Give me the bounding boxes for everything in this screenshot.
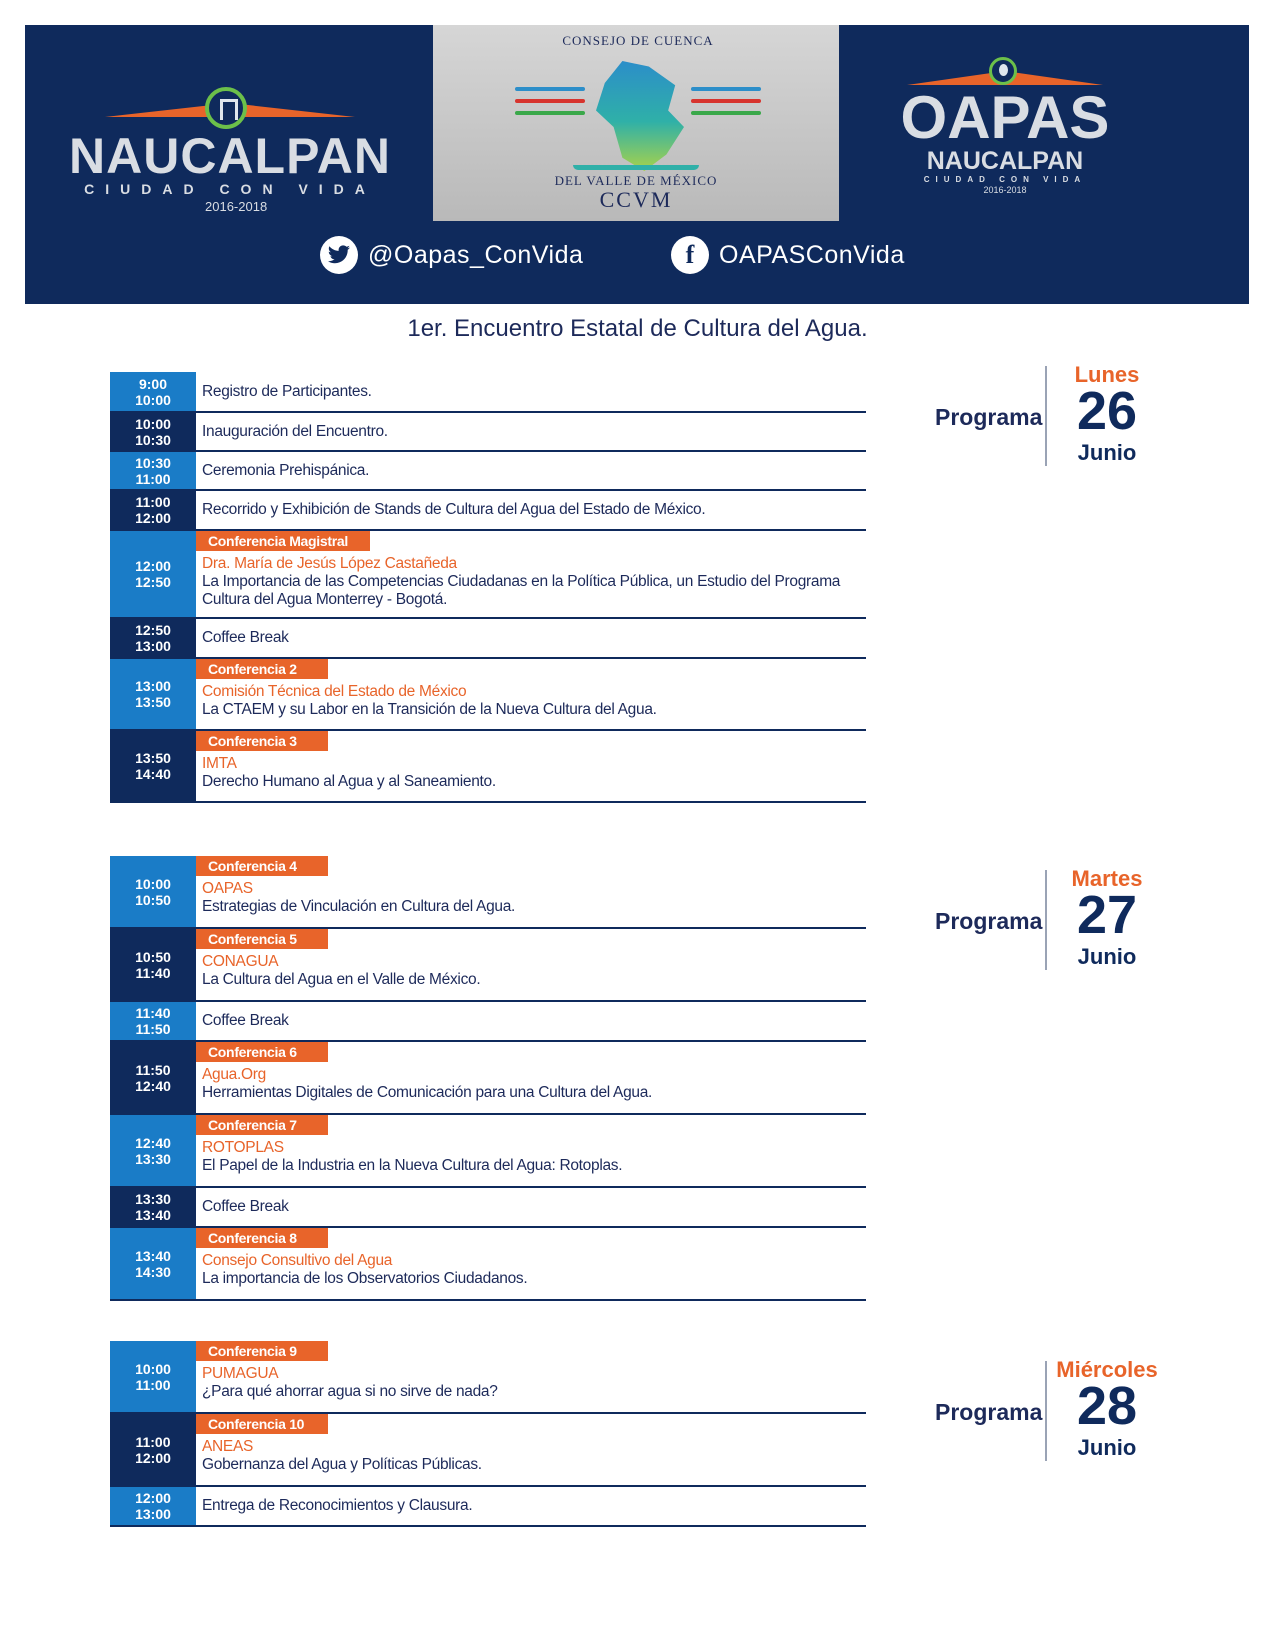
speaker-name: Comisión Técnica del Estado de México	[202, 683, 467, 700]
session-text: Coffee Break	[202, 1198, 289, 1215]
time-slot: 12:00 12:50	[110, 531, 196, 617]
speaker-name: Dra. María de Jesús López Castañeda	[202, 555, 457, 572]
session-text: Estrategias de Vinculación en Cultura del Agua.	[202, 898, 516, 915]
month-label: Junio	[1077, 1435, 1137, 1460]
schedule-row	[110, 1188, 866, 1228]
day-label-wednesday	[935, 1357, 1165, 1461]
day-label-tuesday	[935, 866, 1165, 970]
session-text: La CTAEM y su Labor en la Transición de la Nueva Cultura del Agua.	[202, 701, 657, 718]
session-description	[196, 491, 866, 529]
session-description	[196, 1002, 866, 1040]
session-description	[196, 1228, 866, 1299]
session-description	[196, 1487, 866, 1525]
session-text: Derecho Humano al Agua y al Saneamiento.	[202, 773, 496, 790]
naucalpan-logo-tagline: CIUDAD CON VIDA	[84, 181, 376, 197]
header-banner	[25, 25, 1249, 304]
session-text: Inauguración del Encuentro.	[202, 422, 388, 440]
oapas-logo-years: 2016-2018	[983, 185, 1027, 195]
session-description	[196, 1414, 866, 1485]
schedule-row	[110, 856, 866, 929]
speaker-name: IMTA	[202, 755, 237, 772]
time-slot: 13:40 14:30	[110, 1228, 196, 1299]
schedule-row	[110, 1002, 866, 1042]
basin-curve	[573, 165, 699, 170]
naucalpan-logo-years: 2016-2018	[205, 199, 268, 214]
month-label: Junio	[1077, 944, 1137, 969]
time-slot: 11:50 12:40	[110, 1042, 196, 1113]
time-slot: 9:00 10:00	[110, 372, 196, 411]
day-schedule-monday	[110, 372, 866, 803]
session-description	[196, 413, 866, 450]
facebook-handle: OAPASConVida	[719, 240, 905, 269]
schedule-row	[110, 1228, 866, 1301]
day-number: 28	[1076, 1376, 1138, 1436]
time-slot: 10:00 10:50	[110, 856, 196, 927]
time-slot: 13:50 14:40	[110, 731, 196, 801]
session-text: Recorrido y Exhibición de Stands de Cultura del Agua del Estado de México.	[202, 501, 706, 518]
schedule-row	[110, 1115, 866, 1188]
schedule-row	[110, 1414, 866, 1487]
speaker-name: Agua.Org	[202, 1066, 266, 1083]
water-drop-icon	[989, 57, 1017, 85]
conference-tag: Conferencia 4	[196, 856, 328, 876]
day-number: 26	[1076, 381, 1138, 441]
time-slot: 10:00 10:30	[110, 413, 196, 450]
session-text: Gobernanza del Agua y Políticas Públicas.	[202, 1456, 482, 1473]
session-text: Entrega de Reconocimientos y Clausura.	[202, 1497, 473, 1514]
time-slot: 12:50 13:00	[110, 619, 196, 657]
speaker-name: ROTOPLAS	[202, 1139, 284, 1156]
ccvm-logo	[433, 25, 839, 221]
ccvm-subname: DEL VALLE DE MÉXICO	[554, 173, 718, 188]
schedule-row	[110, 619, 866, 659]
session-description	[196, 1341, 866, 1412]
building-icon	[205, 87, 247, 129]
day-schedule-wednesday	[110, 1341, 866, 1527]
conference-tag: Conferencia 6	[196, 1042, 328, 1062]
schedule-row	[110, 929, 866, 1002]
session-text: Coffee Break	[202, 1012, 289, 1029]
twitter-handle: @Oapas_ConVida	[368, 240, 584, 269]
weekday-label: Martes	[1071, 866, 1143, 891]
time-slot: 13:30 13:40	[110, 1188, 196, 1226]
session-text: La Cultura del Agua en el Valle de México.	[202, 971, 481, 988]
time-slot: 12:00 13:00	[110, 1487, 196, 1525]
wave-line	[691, 99, 761, 103]
session-description	[196, 619, 866, 657]
session-description	[196, 929, 866, 1000]
ccvm-arc-text: CONSEJO DE CUENCA	[562, 33, 714, 48]
schedule-row	[110, 491, 866, 531]
conference-tag: Conferencia 9	[196, 1341, 328, 1361]
session-description	[196, 856, 866, 927]
speaker-name: CONAGUA	[202, 953, 279, 970]
speaker-name: ANEAS	[202, 1438, 254, 1455]
time-slot: 13:00 13:50	[110, 659, 196, 729]
conference-tag: Conferencia 3	[196, 731, 328, 751]
schedule-row	[110, 372, 866, 413]
time-slot: 10:30 11:00	[110, 452, 196, 489]
weekday-label: Miércoles	[1056, 1357, 1158, 1382]
wave-line	[691, 111, 761, 115]
time-slot: 11:40 11:50	[110, 1002, 196, 1040]
time-slot: 11:00 12:00	[110, 491, 196, 529]
session-description	[196, 659, 866, 729]
session-description	[196, 1042, 866, 1113]
facebook-icon: f	[671, 236, 709, 274]
conference-tag: Conferencia 8	[196, 1228, 328, 1248]
day-schedule-tuesday	[110, 856, 866, 1301]
schedule-row	[110, 1487, 866, 1527]
day-label-monday	[935, 362, 1165, 466]
schedule-row	[110, 452, 866, 491]
session-text: La Importancia de las Competencias Ciudadanas en la Política Pública, un Estudio del Programa Cultura del Agua Monterrey - Bogotá.	[202, 573, 841, 608]
event-title: 1er. Encuentro Estatal de Cultura del Agua.	[407, 315, 868, 342]
schedule-row	[110, 413, 866, 452]
day-number: 27	[1076, 885, 1138, 945]
session-description	[196, 531, 866, 617]
conference-tag: Conferencia Magistral	[196, 531, 370, 551]
program-label: Programa	[935, 404, 1043, 430]
program-label: Programa	[935, 908, 1043, 934]
wave-line	[515, 87, 585, 91]
conference-tag: Conferencia 7	[196, 1115, 328, 1135]
session-description	[196, 1188, 866, 1226]
weekday-label: Lunes	[1074, 362, 1140, 387]
naucalpan-logo-name: NAUCALPAN	[69, 128, 391, 184]
ccvm-acronym: CCVM	[599, 187, 673, 212]
naucalpan-logo	[65, 63, 395, 213]
session-text: La importancia de los Observatorios Ciudadanos.	[202, 1270, 528, 1287]
session-text: Herramientas Digitales de Comunicación para una Cultura del Agua.	[202, 1084, 653, 1101]
session-text: ¿Para qué ahorrar agua si no sirve de nada?	[202, 1383, 498, 1400]
session-text: Registro de Participantes.	[202, 382, 372, 400]
session-text: El Papel de la Industria en la Nueva Cultura del Agua: Rotoplas.	[202, 1157, 623, 1174]
conference-tag: Conferencia 5	[196, 929, 328, 949]
time-slot: 12:40 13:30	[110, 1115, 196, 1186]
month-label: Junio	[1077, 440, 1137, 465]
session-description	[196, 1115, 866, 1186]
session-description	[196, 372, 866, 411]
twitter-icon	[320, 236, 358, 274]
schedule-row	[110, 1042, 866, 1115]
twitter-link[interactable]	[320, 229, 583, 281]
wave-line	[515, 111, 585, 115]
speaker-name: Consejo Consultivo del Agua	[202, 1252, 393, 1269]
valley-map-icon	[596, 61, 684, 171]
oapas-logo-name: OAPAS	[900, 84, 1110, 151]
schedule-row	[110, 1341, 866, 1414]
session-description	[196, 452, 866, 489]
facebook-link[interactable]	[671, 229, 905, 281]
oapas-logo	[895, 55, 1115, 215]
schedule-row	[110, 731, 866, 803]
schedule-row	[110, 531, 866, 619]
program-label: Programa	[935, 1399, 1043, 1425]
speaker-name: PUMAGUA	[202, 1365, 279, 1382]
time-slot: 10:00 11:00	[110, 1341, 196, 1412]
oapas-logo-tagline: CIUDAD CON VIDA	[923, 175, 1087, 184]
oapas-logo-sub: NAUCALPAN	[926, 147, 1084, 175]
wave-line	[515, 99, 585, 103]
schedule-row	[110, 659, 866, 731]
session-text: Ceremonia Prehispánica.	[202, 461, 370, 479]
wave-line	[691, 87, 761, 91]
conference-tag: Conferencia 10	[196, 1414, 328, 1434]
time-slot: 11:00 12:00	[110, 1414, 196, 1485]
conference-tag: Conferencia 2	[196, 659, 328, 679]
session-description	[196, 731, 866, 801]
speaker-name: OAPAS	[202, 880, 253, 897]
time-slot: 10:50 11:40	[110, 929, 196, 1000]
session-text: Coffee Break	[202, 629, 289, 646]
